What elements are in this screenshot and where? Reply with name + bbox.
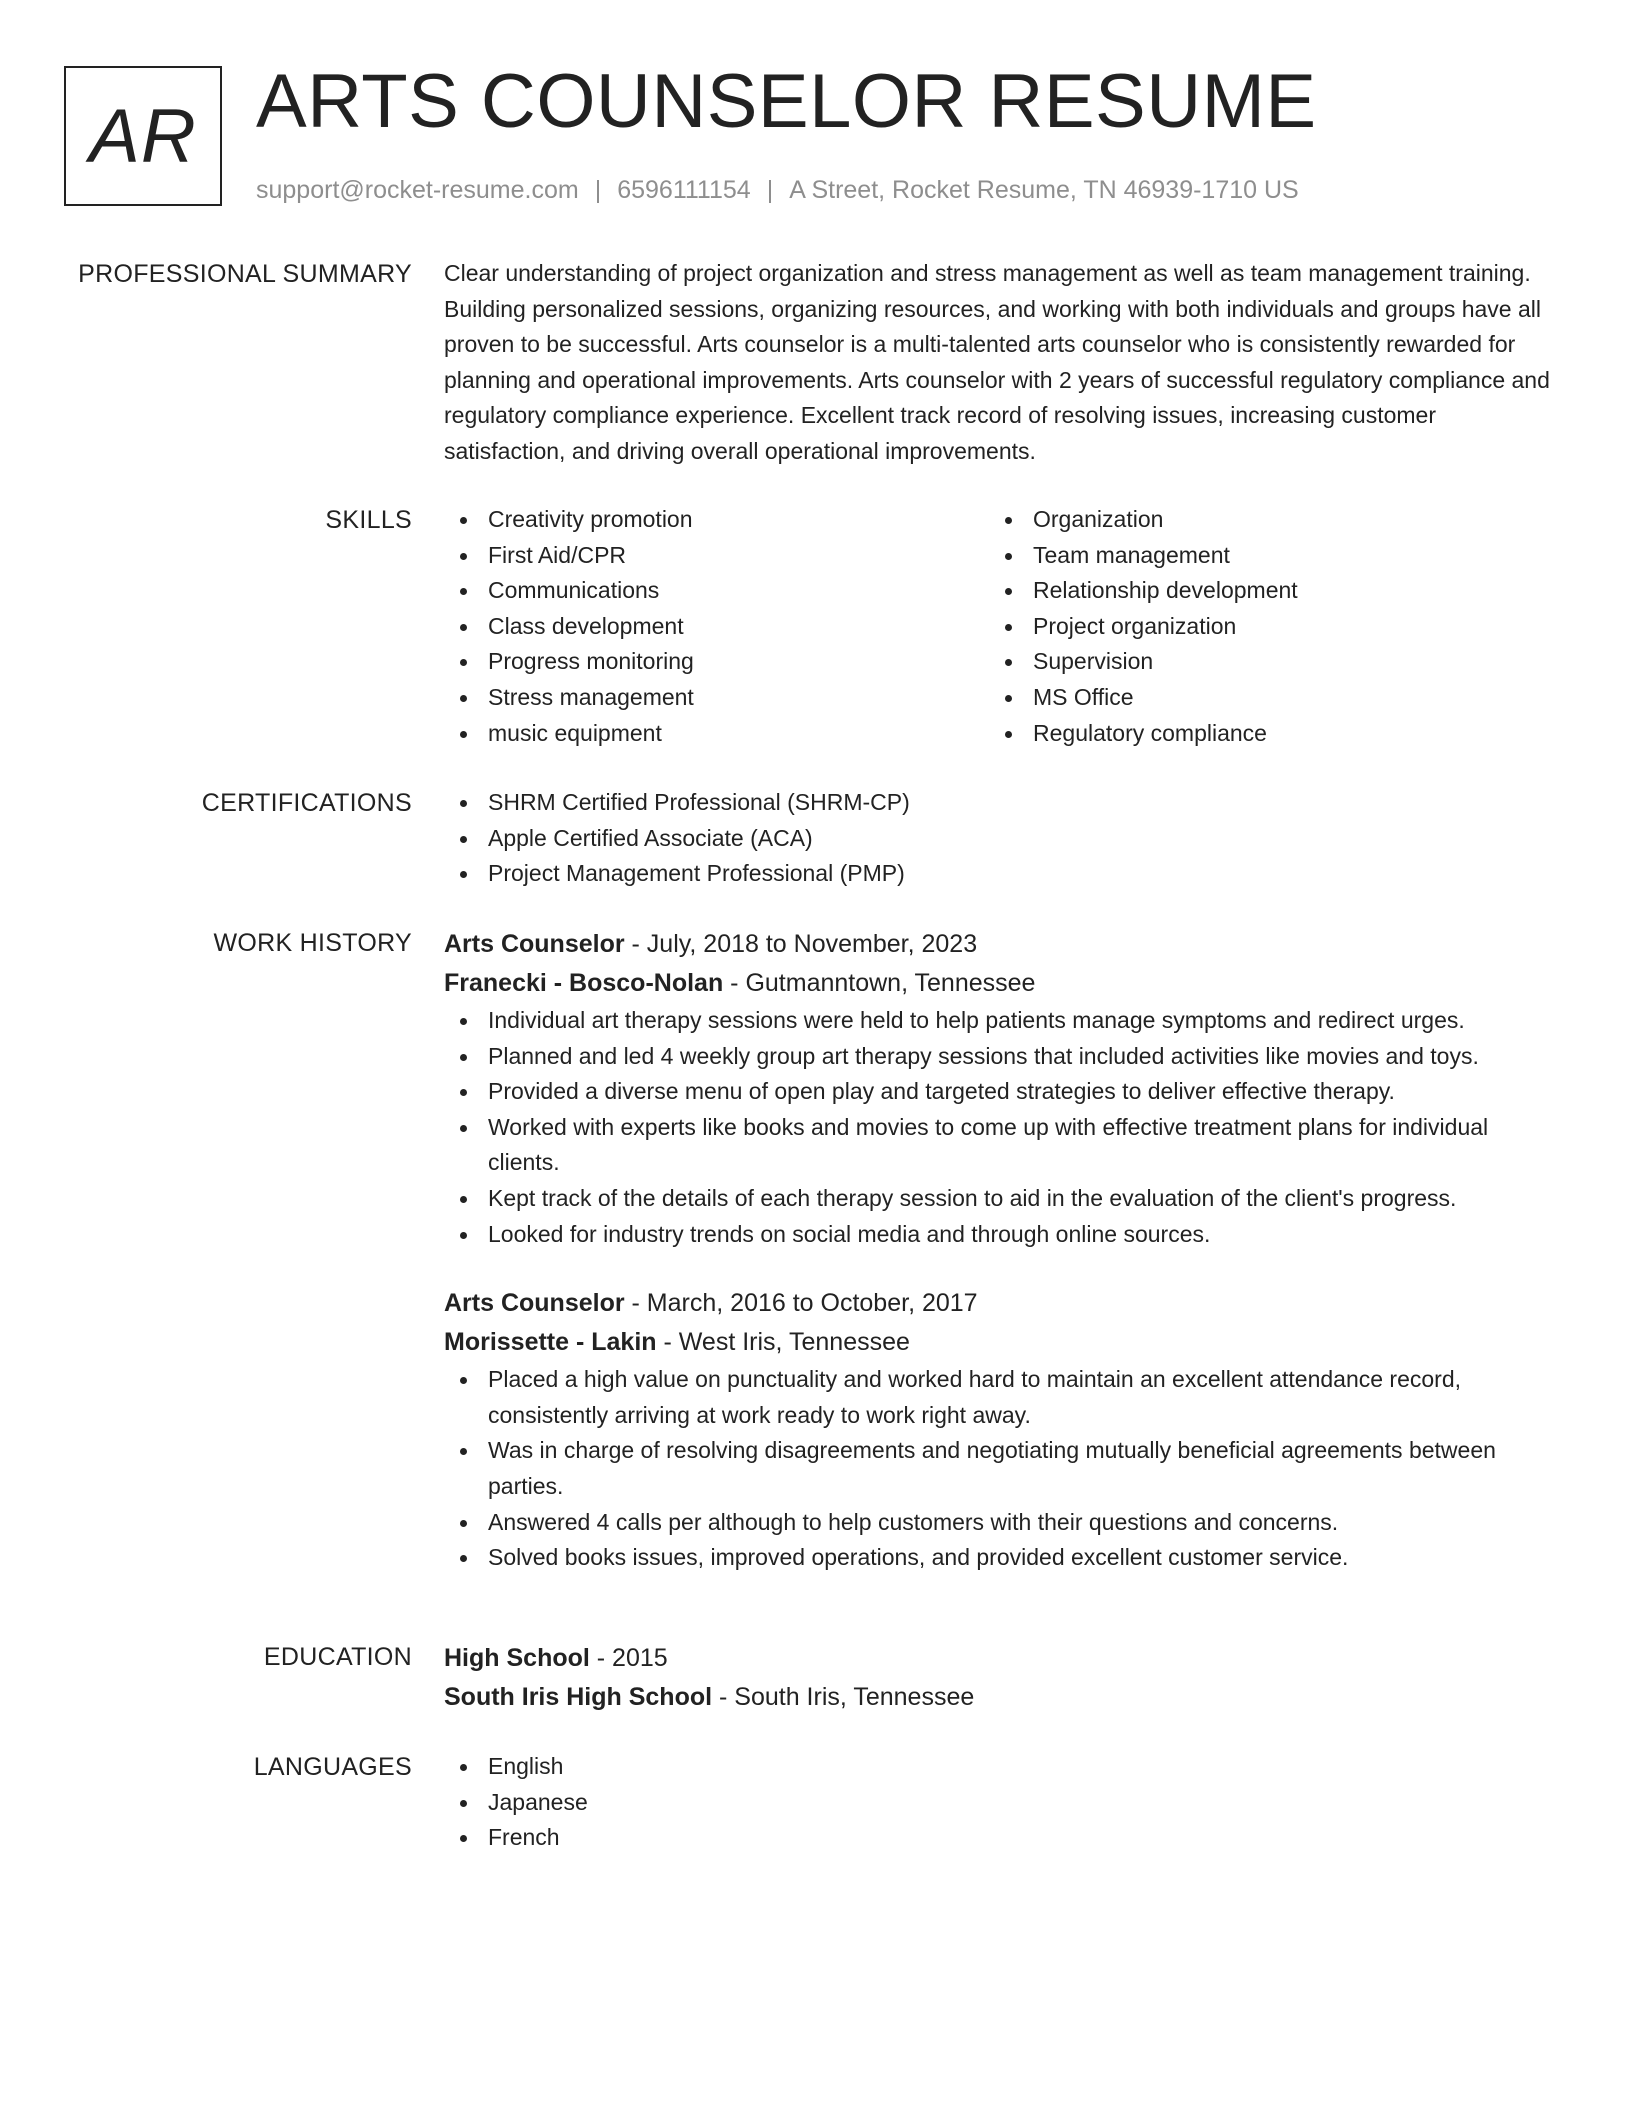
- summary-text: Clear understanding of project organization and stress management as well as team management training. Building personalized sessions, organizing resources, and working with both individuals and groups have all proven to be successful. Arts counselor is a multi-talented arts counselor who is consistently rewarded for planning and operational improvements. Arts counselor with 2 years of successful regulatory compliance and regulatory compliance experience. Excellent track record of resolving issues, increasing customer satisfaction, and driving overall operational improvements.: [444, 260, 1550, 464]
- contact-email[interactable]: support@rocket-resume.com: [256, 176, 579, 204]
- job-title: Arts Counselor: [444, 1289, 625, 1318]
- summary-body: [444, 256, 1554, 470]
- education-location: - South Iris, Tennessee: [712, 1683, 975, 1711]
- education-degree-line: [444, 1639, 1554, 1678]
- job-title: Arts Counselor: [444, 930, 625, 958]
- skill-item: Organization: [989, 502, 1534, 538]
- job-bullets: [444, 1003, 1554, 1252]
- job-entry: [444, 925, 1554, 1252]
- language-item: English: [444, 1749, 1554, 1785]
- section-label-certifications: CERTIFICATIONS: [201, 789, 412, 817]
- job-bullet: Placed a high value on punctuality and worked hard to maintain an excellent attendance record, consistently arriving at work ready to work right away.: [444, 1362, 1554, 1433]
- education-body: [444, 1639, 1554, 1717]
- section-label-summary: PROFESSIONAL SUMMARY: [78, 260, 412, 288]
- education-degree: High School: [444, 1644, 590, 1672]
- skill-item: music equipment: [444, 716, 989, 752]
- job-bullet: Planned and led 4 weekly group art therapy sessions that included activities like movies and toys.: [444, 1039, 1554, 1075]
- job-bullet: Answered 4 calls per although to help customers with their questions and concerns.: [444, 1505, 1554, 1541]
- skill-item: MS Office: [989, 680, 1534, 716]
- skill-item: Stress management: [444, 680, 989, 716]
- skill-item: Relationship development: [989, 573, 1534, 609]
- job-bullet: Looked for industry trends on social media and through online sources.: [444, 1217, 1554, 1253]
- education-school: South Iris High School: [444, 1683, 713, 1711]
- job-dates: - July, 2018 to November, 2023: [624, 930, 978, 958]
- job-bullet: Solved books issues, improved operations, and provided excellent customer service.: [444, 1540, 1554, 1576]
- job-title-line: [444, 1284, 1554, 1323]
- job-company: Franecki - Bosco-Nolan: [444, 969, 724, 997]
- skill-item: Team management: [989, 538, 1534, 574]
- work-history-body: [444, 925, 1554, 1576]
- job-bullet: Was in charge of resolving disagreements and negotiating mutually beneficial agreements between parties.: [444, 1433, 1554, 1504]
- certification-item: SHRM Certified Professional (SHRM-CP): [444, 785, 1554, 821]
- job-company-line: [444, 1323, 1554, 1362]
- language-item: Japanese: [444, 1785, 1554, 1821]
- skill-item: Communications: [444, 573, 989, 609]
- skills-column-right: [989, 502, 1534, 751]
- section-label-work-history: WORK HISTORY: [213, 929, 412, 957]
- skills-body: [444, 502, 1554, 751]
- contact-phone[interactable]: 6596111154: [617, 176, 751, 204]
- languages-list: [444, 1749, 1554, 1856]
- resume-title: ARTS COUNSELOR RESUME: [256, 59, 1317, 144]
- job-bullets: [444, 1362, 1554, 1576]
- job-location: - Gutmanntown, Tennessee: [723, 969, 1036, 997]
- job-title-line: [444, 925, 1554, 964]
- certifications-body: [444, 785, 1554, 892]
- job-location: - West Iris, Tennessee: [656, 1328, 910, 1357]
- education-year: - 2015: [589, 1644, 668, 1672]
- language-item: French: [444, 1820, 1554, 1856]
- job-dates: - March, 2016 to October, 2017: [624, 1289, 978, 1318]
- job-bullet: Kept track of the details of each therapy session to aid in the evaluation of the client's progress.: [444, 1181, 1554, 1217]
- skill-item: Progress monitoring: [444, 644, 989, 680]
- skill-item: Regulatory compliance: [989, 716, 1534, 752]
- skill-item: Creativity promotion: [444, 502, 989, 538]
- monogram-initials: AR: [89, 93, 197, 179]
- contact-address: A Street, Rocket Resume, TN 46939-1710 US: [789, 176, 1299, 204]
- section-label-skills: SKILLS: [325, 506, 412, 534]
- job-bullet: Worked with experts like books and movies to come up with effective treatment plans for individual clients.: [444, 1110, 1554, 1181]
- contact-separator: |: [766, 176, 774, 204]
- job-company-line: [444, 964, 1554, 1003]
- job-entry: [444, 1284, 1554, 1576]
- skills-grid: [444, 502, 1554, 751]
- skill-item: First Aid/CPR: [444, 538, 989, 574]
- job-company: Morissette - Lakin: [444, 1328, 657, 1357]
- job-bullet: Individual art therapy sessions were held to help patients manage symptoms and redirect urges.: [444, 1003, 1554, 1039]
- job-bullet: Provided a diverse menu of open play and targeted strategies to deliver effective therapy.: [444, 1074, 1554, 1110]
- contact-separator: |: [594, 176, 602, 204]
- skill-item: Class development: [444, 609, 989, 645]
- certification-item: Project Management Professional (PMP): [444, 856, 1554, 892]
- skill-item: Supervision: [989, 644, 1534, 680]
- certification-item: Apple Certified Associate (ACA): [444, 821, 1554, 857]
- education-school-line: [444, 1678, 1554, 1717]
- certifications-list: [444, 785, 1554, 892]
- skills-column-left: [444, 502, 989, 751]
- section-label-education: EDUCATION: [263, 1643, 412, 1671]
- monogram-box: [64, 66, 222, 206]
- skill-item: Project organization: [989, 609, 1534, 645]
- section-label-languages: LANGUAGES: [253, 1753, 412, 1781]
- languages-body: [444, 1749, 1554, 1856]
- contact-line: [256, 174, 1299, 206]
